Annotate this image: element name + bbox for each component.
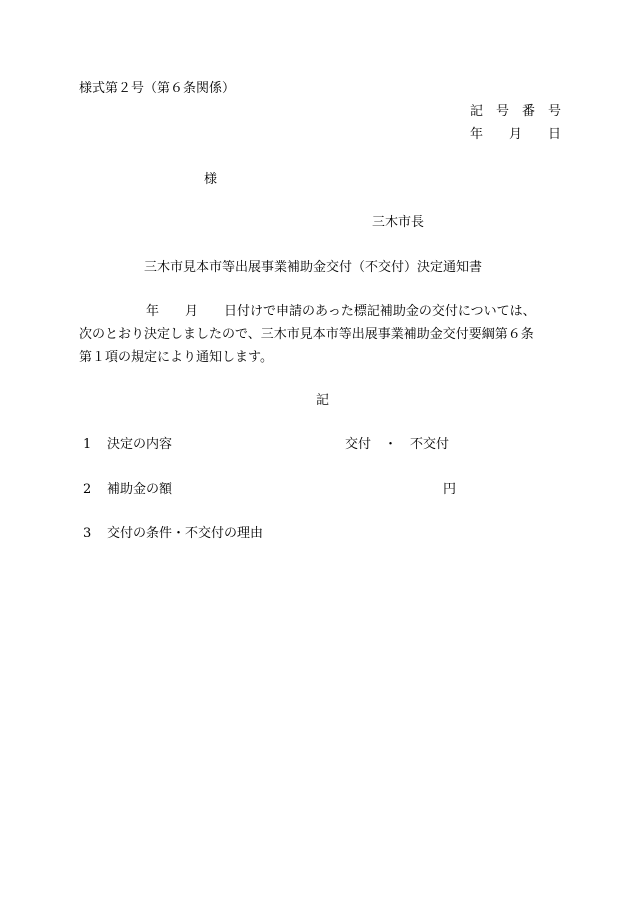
record-date-label: 年 月 日: [470, 127, 562, 142]
item-label-2: 補助金の額: [107, 482, 173, 497]
item-number-2: 2: [83, 482, 92, 497]
body-line-2: 次のとおり決定しましたので、三木市見本市等出展事業補助金交付要綱第６条: [79, 327, 534, 342]
body-line-3: 第１項の規定により通知します。: [79, 350, 273, 365]
item-value-2: 円: [443, 482, 457, 497]
document-title: 三木市見本市等出展事業補助金交付（不交付）決定通知書: [144, 260, 483, 275]
item-number-3: 3: [83, 526, 92, 541]
item-value-1: 交付 ・ 不交付: [345, 437, 450, 452]
form-label: 様式第２号（第６条関係）: [79, 81, 236, 96]
ki-heading: 記: [316, 393, 330, 408]
issuer: 三木市長: [372, 215, 425, 230]
addressee-suffix: 様: [204, 172, 218, 187]
body-line-1: 年 月 日付けで申請のあった標記補助金の交付については、: [81, 304, 536, 319]
item-label-1: 決定の内容: [107, 437, 173, 452]
item-label-3: 交付の条件・不交付の理由: [107, 526, 264, 541]
item-number-1: 1: [83, 437, 92, 452]
record-number-label: 記 号 番 号: [470, 104, 562, 119]
